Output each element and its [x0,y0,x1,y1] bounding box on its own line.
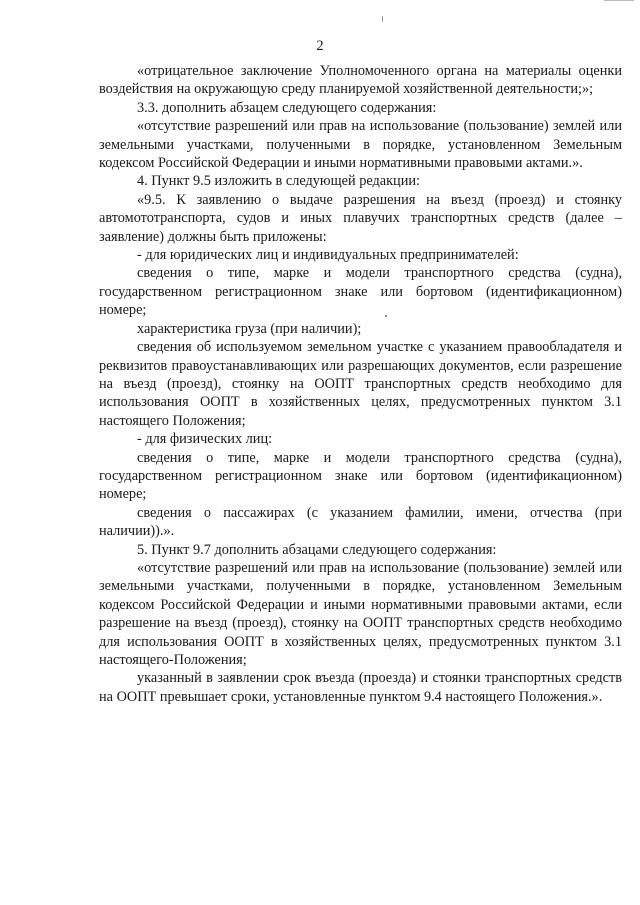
paragraph: 3.3. дополнить абзацем следующего содержания: [137,99,437,116]
document-body [99,62,622,706]
paragraph: 4. Пункт 9.5 изложить в следующей редакции: [137,173,420,190]
paragraph: сведения о типе, марке и модели транспортного средства (судна), государственном регистрационном знаке или бортовом (идентификационном) номере; [99,449,622,503]
paragraph: «отсутствие разрешений или прав на использование (пользование) землей или земельными участками, полученными в порядке, установленном Земельным кодексом Российской Федерации и иными нормативными правовыми актами, если разрешение на въезд (проезд), стоянку на ООПТ транспортных средств необходимо для использования ООПТ в хозяйственных целях, предусмотренных пунктом 3.1 настоящего-Положения; [99,559,622,668]
paragraph: характеристика груза (при наличии); [137,320,362,337]
scan-artifact [604,0,634,1]
page-number: 2 [316,38,324,54]
paragraph: «отрицательное заключение Уполномоченного органа на материалы оценки воздействия на окружающую среду планируемой хозяйственной деятельности;»; [99,63,622,98]
paragraph: указанный в заявлении срок въезда (проезда) и стоянки транспортных средств на ООПТ превышает сроки, установленные пунктом 9.4 настоящего Положения.». [99,670,622,705]
paragraph: «9.5. К заявлению о выдаче разрешения на въезд (проезд) и стоянку автомототранспорта, судов и иных плавучих транспортных средств (далее – заявление) должны быть приложены: [99,191,622,245]
paragraph: 5. Пункт 9.7 дополнить абзацами следующего содержания: [137,541,497,558]
paragraph: сведения об используемом земельном участке с указанием правообладателя и реквизитов правоустанавливающих или разрешающих документов, если разрешение на въезд (проезд), стоянку на ООПТ транспортных средств необходимо для использования ООПТ в хозяйственных целях, предусмотренных пунктом 3.1 настоящего Положения; [99,339,622,429]
paragraph: сведения о пассажирах (с указанием фамилии, имени, отчества (при наличии)).». [99,504,622,540]
paragraph: - для юридических лиц и индивидуальных предпринимателей: [137,247,519,264]
paragraph: - для физических лиц: [137,431,273,448]
paragraph: сведения о типе, марке и модели транспортного средства (судна), государственном регистрационном знаке или бортовом (идентификационном) номере; [99,265,622,319]
scan-artifact [382,16,383,22]
paragraph: «отсутствие разрешений или прав на использование (пользование) землей или земельными участками, полученными в порядке, установленном Земельным кодексом Российской Федерации и иными нормативными правовыми актами.». [99,118,622,172]
